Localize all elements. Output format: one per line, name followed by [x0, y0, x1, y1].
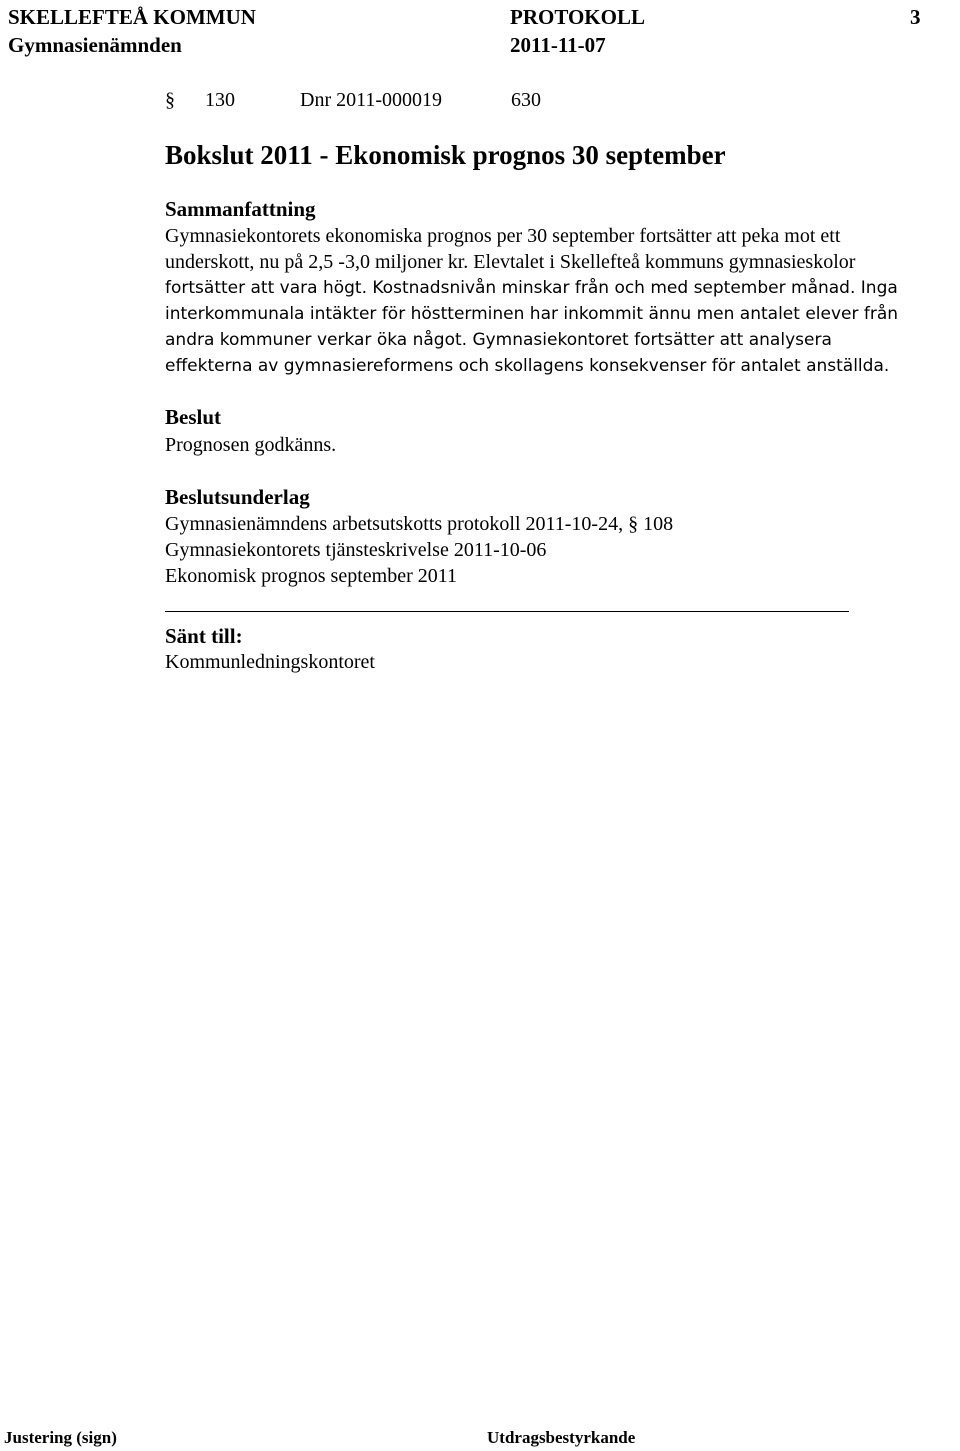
- list-item: Gymnasienämndens arbetsutskotts protokoll 2011-10-24, § 108: [165, 513, 674, 535]
- section-symbol: §: [165, 89, 175, 111]
- decision-heading: Beslut: [165, 405, 222, 429]
- summary-line: fortsätter att vara högt. Kostnadsnivån minskar från och med september månad. Inga: [165, 278, 898, 298]
- header-doc-type: PROTOKOLL: [510, 5, 645, 29]
- diary-number: Dnr 2011-000019: [300, 89, 443, 111]
- summary-line: andra kommuner verkar öka något. Gymnasiekontoret fortsätter att analysera: [165, 330, 832, 350]
- header-organization: SKELLEFTEÅ KOMMUN: [8, 5, 256, 29]
- footer-signature-label: Justering (sign): [4, 1428, 117, 1447]
- paragraph-number: 130: [205, 89, 235, 111]
- summary-body: [165, 223, 945, 379]
- reference-code: 630: [511, 89, 541, 111]
- list-item: Ekonomisk prognos september 2011: [165, 565, 458, 587]
- summary-line: effekterna av gymnasiereformens och skollagens konsekvenser för antalet anställda.: [165, 356, 890, 376]
- decision-text: Prognosen godkänns.: [165, 434, 337, 456]
- basis-list: [165, 511, 673, 589]
- page-number: 3: [910, 5, 921, 29]
- header-date: 2011-11-07: [510, 33, 606, 57]
- header-board: Gymnasienämnden: [8, 33, 182, 57]
- summary-line: interkommunala intäkter för höstterminen har inkommit ännu men antalet elever från: [165, 304, 899, 324]
- sent-to-recipient: Kommunledningskontoret: [165, 651, 375, 673]
- sent-to-heading: Sänt till:: [165, 624, 243, 648]
- list-item: Gymnasiekontorets tjänsteskrivelse 2011-10-06: [165, 539, 547, 561]
- summary-line: Gymnasiekontorets ekonomiska prognos per 30 september fortsätter att peka mot ett: [165, 225, 841, 247]
- basis-heading: Beslutsunderlag: [165, 485, 310, 509]
- summary-heading: Sammanfattning: [165, 197, 316, 221]
- divider: [165, 611, 849, 612]
- summary-line: underskott, nu på 2,5 -3,0 miljoner kr. Elevtalet i Skellefteå kommuns gymnasieskolor: [165, 251, 856, 273]
- footer-certification-label: Utdragsbestyrkande: [487, 1428, 636, 1447]
- page-title: Bokslut 2011 - Ekonomisk prognos 30 september: [165, 140, 726, 170]
